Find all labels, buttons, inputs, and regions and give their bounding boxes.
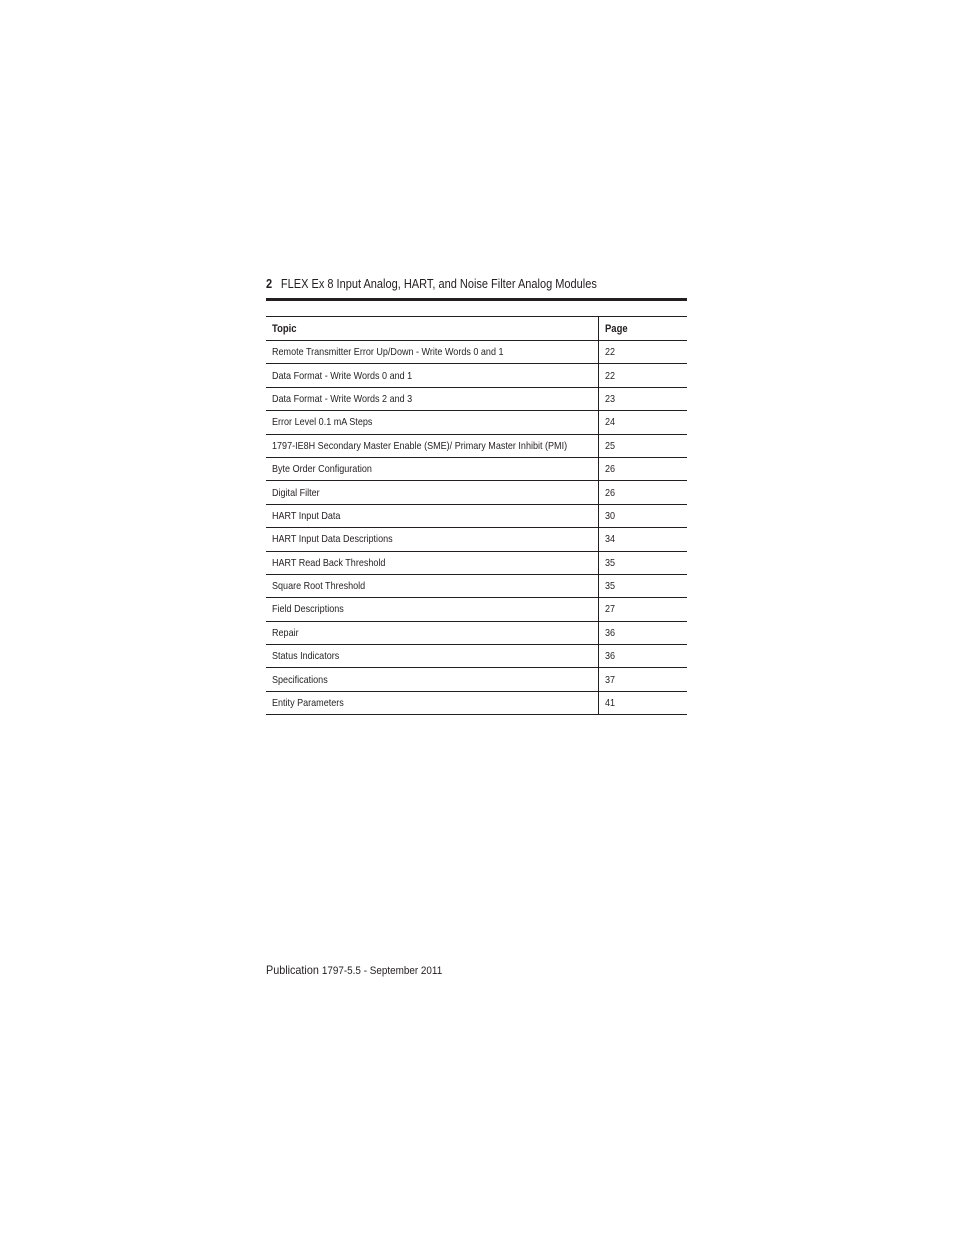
table-row [266, 457, 687, 480]
topic-column-header: Topic [266, 317, 598, 341]
table-row [266, 551, 687, 574]
topic-cell: Specifications [266, 668, 598, 691]
page-cell: 35 [598, 551, 687, 574]
topic-cell: Data Format - Write Words 2 and 3 [266, 387, 598, 410]
table-row [266, 598, 687, 621]
topic-cell: Status Indicators [266, 645, 598, 668]
table-row [266, 411, 687, 434]
table-row [266, 691, 687, 714]
topic-cell: Entity Parameters [266, 691, 598, 714]
page-cell: 36 [598, 621, 687, 644]
topic-table [266, 316, 687, 715]
table-row [266, 574, 687, 597]
page-cell: 27 [598, 598, 687, 621]
running-header [266, 276, 636, 292]
topic-cell: Repair [266, 621, 598, 644]
topic-cell: Square Root Threshold [266, 574, 598, 597]
topic-cell: Digital Filter [266, 481, 598, 504]
table-row [266, 668, 687, 691]
page-cell: 34 [598, 528, 687, 551]
topic-cell: Byte Order Configuration [266, 457, 598, 480]
page-cell: 26 [598, 481, 687, 504]
table-row [266, 481, 687, 504]
page-cell: 36 [598, 645, 687, 668]
page-cell: 41 [598, 691, 687, 714]
page-cell: 25 [598, 434, 687, 457]
topic-cell: 1797-IE8H Secondary Master Enable (SME)/ Primary Master Inhibit (PMI) [266, 434, 598, 457]
publication-footer [266, 962, 442, 979]
page-cell: 37 [598, 668, 687, 691]
table-row [266, 364, 687, 387]
topic-cell: HART Input Data [266, 504, 598, 527]
document-title: FLEX Ex 8 Input Analog, HART, and Noise Filter Analog Modules [280, 277, 597, 291]
topic-cell: Data Format - Write Words 0 and 1 [266, 364, 598, 387]
page-column-header: Page [598, 317, 687, 341]
page-cell: 26 [598, 457, 687, 480]
table-row [266, 341, 687, 364]
page-cell: 35 [598, 574, 687, 597]
page-cell: 24 [598, 411, 687, 434]
page-cell: 22 [598, 341, 687, 364]
table-header-row [266, 317, 687, 341]
topic-cell: HART Input Data Descriptions [266, 528, 598, 551]
table-row [266, 528, 687, 551]
page-number: 2 [266, 277, 273, 291]
publication-label: Publication [266, 963, 319, 977]
table-row [266, 621, 687, 644]
page-cell: 22 [598, 364, 687, 387]
topic-cell: HART Read Back Threshold [266, 551, 598, 574]
header-rule [266, 298, 687, 301]
table-row [266, 504, 687, 527]
publication-code: 1797-5.5 - September 2011 [321, 965, 443, 977]
page-cell: 23 [598, 387, 687, 410]
table-row [266, 434, 687, 457]
topic-cell: Remote Transmitter Error Up/Down - Write Words 0 and 1 [266, 341, 598, 364]
topic-cell: Field Descriptions [266, 598, 598, 621]
table-row [266, 387, 687, 410]
page-cell: 30 [598, 504, 687, 527]
table-row [266, 645, 687, 668]
topic-cell: Error Level 0.1 mA Steps [266, 411, 598, 434]
